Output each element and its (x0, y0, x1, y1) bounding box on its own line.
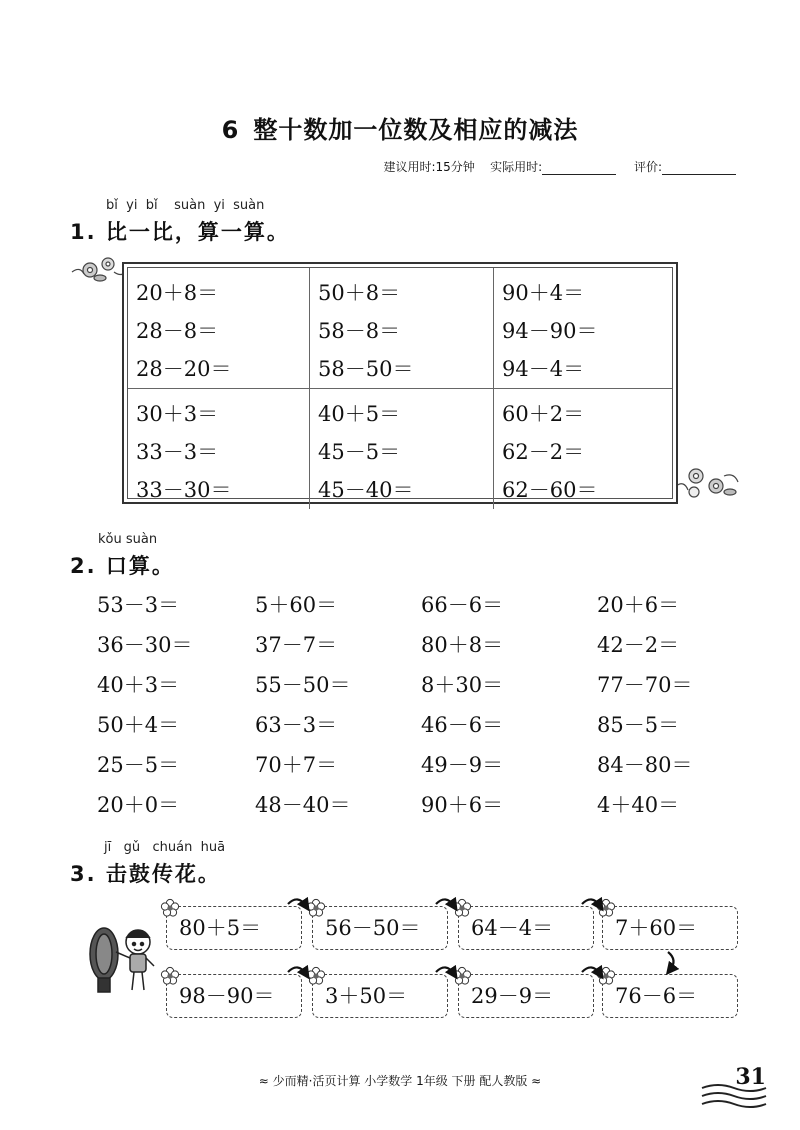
section1-heading: 1. 比一比，算一算。 (70, 220, 290, 244)
pass-flower-box (312, 906, 448, 950)
equation[interactable]: 76－6＝ (615, 984, 698, 1008)
equation[interactable]: 40＋3＝ (97, 673, 180, 697)
equation[interactable]: 33－30＝ (136, 478, 232, 502)
pass-flower-box (312, 974, 448, 1018)
equation[interactable]: 46－6＝ (421, 713, 504, 737)
table-cell (310, 268, 494, 389)
equation[interactable]: 7＋60＝ (615, 916, 698, 940)
pass-flower-box (602, 974, 738, 1018)
equation[interactable]: 45－5＝ (318, 440, 401, 464)
equation[interactable]: 3＋50＝ (325, 984, 408, 1008)
equation[interactable]: 94－4＝ (502, 357, 585, 381)
page-title (0, 110, 800, 145)
table-cell (494, 268, 672, 389)
table-cell (494, 389, 672, 509)
equation[interactable]: 40＋5＝ (318, 402, 401, 426)
oral-column (421, 585, 597, 825)
oral-arithmetic-grid (97, 585, 717, 825)
table-cell (128, 268, 310, 389)
lesson-number: 6 (221, 116, 240, 144)
equation[interactable]: 29－9＝ (471, 984, 554, 1008)
equation[interactable]: 98－90＝ (179, 984, 275, 1008)
equation[interactable]: 20＋6＝ (597, 593, 680, 617)
lesson-title: 整十数加一位数及相应的减法 (253, 116, 579, 144)
equation[interactable]: 5＋60＝ (255, 593, 338, 617)
equation[interactable]: 80＋5＝ (179, 916, 262, 940)
equation[interactable]: 62－60＝ (502, 478, 598, 502)
equation[interactable]: 25－5＝ (97, 753, 180, 777)
pass-flower-box (602, 906, 738, 950)
actual-time-label: 实际用时: (490, 160, 543, 174)
equation[interactable]: 49－9＝ (421, 753, 504, 777)
equation[interactable]: 94－90＝ (502, 319, 598, 343)
section2-heading: 2. 口算。 (70, 554, 175, 578)
equation[interactable]: 55－50＝ (255, 673, 351, 697)
equation[interactable]: 70＋7＝ (255, 753, 338, 777)
time-info (383, 158, 736, 175)
equation[interactable]: 33－3＝ (136, 440, 219, 464)
equation[interactable]: 58－50＝ (318, 357, 414, 381)
equation[interactable]: 64－4＝ (471, 916, 554, 940)
section2-pinyin: kǒu suàn (98, 532, 158, 547)
equation[interactable]: 60＋2＝ (502, 402, 585, 426)
equation[interactable]: 58－8＝ (318, 319, 401, 343)
equation[interactable]: 4＋40＝ (597, 793, 680, 817)
equation[interactable]: 90＋6＝ (421, 793, 504, 817)
equation[interactable]: 56－50＝ (325, 916, 421, 940)
equation[interactable]: 50＋4＝ (97, 713, 180, 737)
equation[interactable]: 20＋8＝ (136, 281, 219, 305)
evaluation-label: 评价: (633, 160, 662, 174)
equation[interactable]: 62－2＝ (502, 440, 585, 464)
equation[interactable]: 28－20＝ (136, 357, 232, 381)
equation[interactable]: 50＋8＝ (318, 281, 401, 305)
equation[interactable]: 37－7＝ (255, 633, 338, 657)
equation[interactable]: 8＋30＝ (421, 673, 504, 697)
pass-flower-box (458, 974, 594, 1018)
oral-column (597, 585, 717, 825)
evaluation-blank[interactable] (662, 162, 736, 175)
pass-flower-box (166, 906, 302, 950)
equation[interactable]: 77－70＝ (597, 673, 693, 697)
table-cell (310, 389, 494, 509)
equation[interactable]: 53－3＝ (97, 593, 180, 617)
equation[interactable]: 85－5＝ (597, 713, 680, 737)
section1-pinyin: bǐ yi bǐ suàn yi suàn (106, 198, 265, 213)
equation[interactable]: 80＋8＝ (421, 633, 504, 657)
equation[interactable]: 30＋3＝ (136, 402, 219, 426)
comparison-table (122, 262, 678, 504)
equation[interactable]: 48－40＝ (255, 793, 351, 817)
equation[interactable]: 66－6＝ (421, 593, 504, 617)
footer-text: ≈ 少而精·活页计算 小学数学 1年级 下册 配人教版 ≈ (258, 1074, 542, 1088)
equation[interactable]: 20＋0＝ (97, 793, 180, 817)
section3-heading: 3. 击鼓传花。 (70, 862, 221, 886)
equation[interactable]: 45－40＝ (318, 478, 414, 502)
table-cell (128, 389, 310, 509)
page-number: 31 (735, 1064, 766, 1090)
actual-time-blank[interactable] (542, 162, 616, 175)
drum-child-illustration-icon (84, 918, 164, 996)
equation[interactable]: 90＋4＝ (502, 281, 585, 305)
oral-column (97, 585, 255, 825)
oral-column (255, 585, 421, 825)
pass-flower-box (166, 974, 302, 1018)
equation[interactable]: 84－80＝ (597, 753, 693, 777)
equation[interactable]: 28－8＝ (136, 319, 219, 343)
suggested-time: 建议用时:15分钟 (383, 160, 475, 174)
equation[interactable]: 36－30＝ (97, 633, 193, 657)
equation[interactable]: 42－2＝ (597, 633, 680, 657)
equation[interactable]: 63－3＝ (255, 713, 338, 737)
pass-flower-box (458, 906, 594, 950)
section3-pinyin: jī gǔ chuán huā (104, 840, 226, 855)
flower-decoration-icon (672, 462, 742, 502)
